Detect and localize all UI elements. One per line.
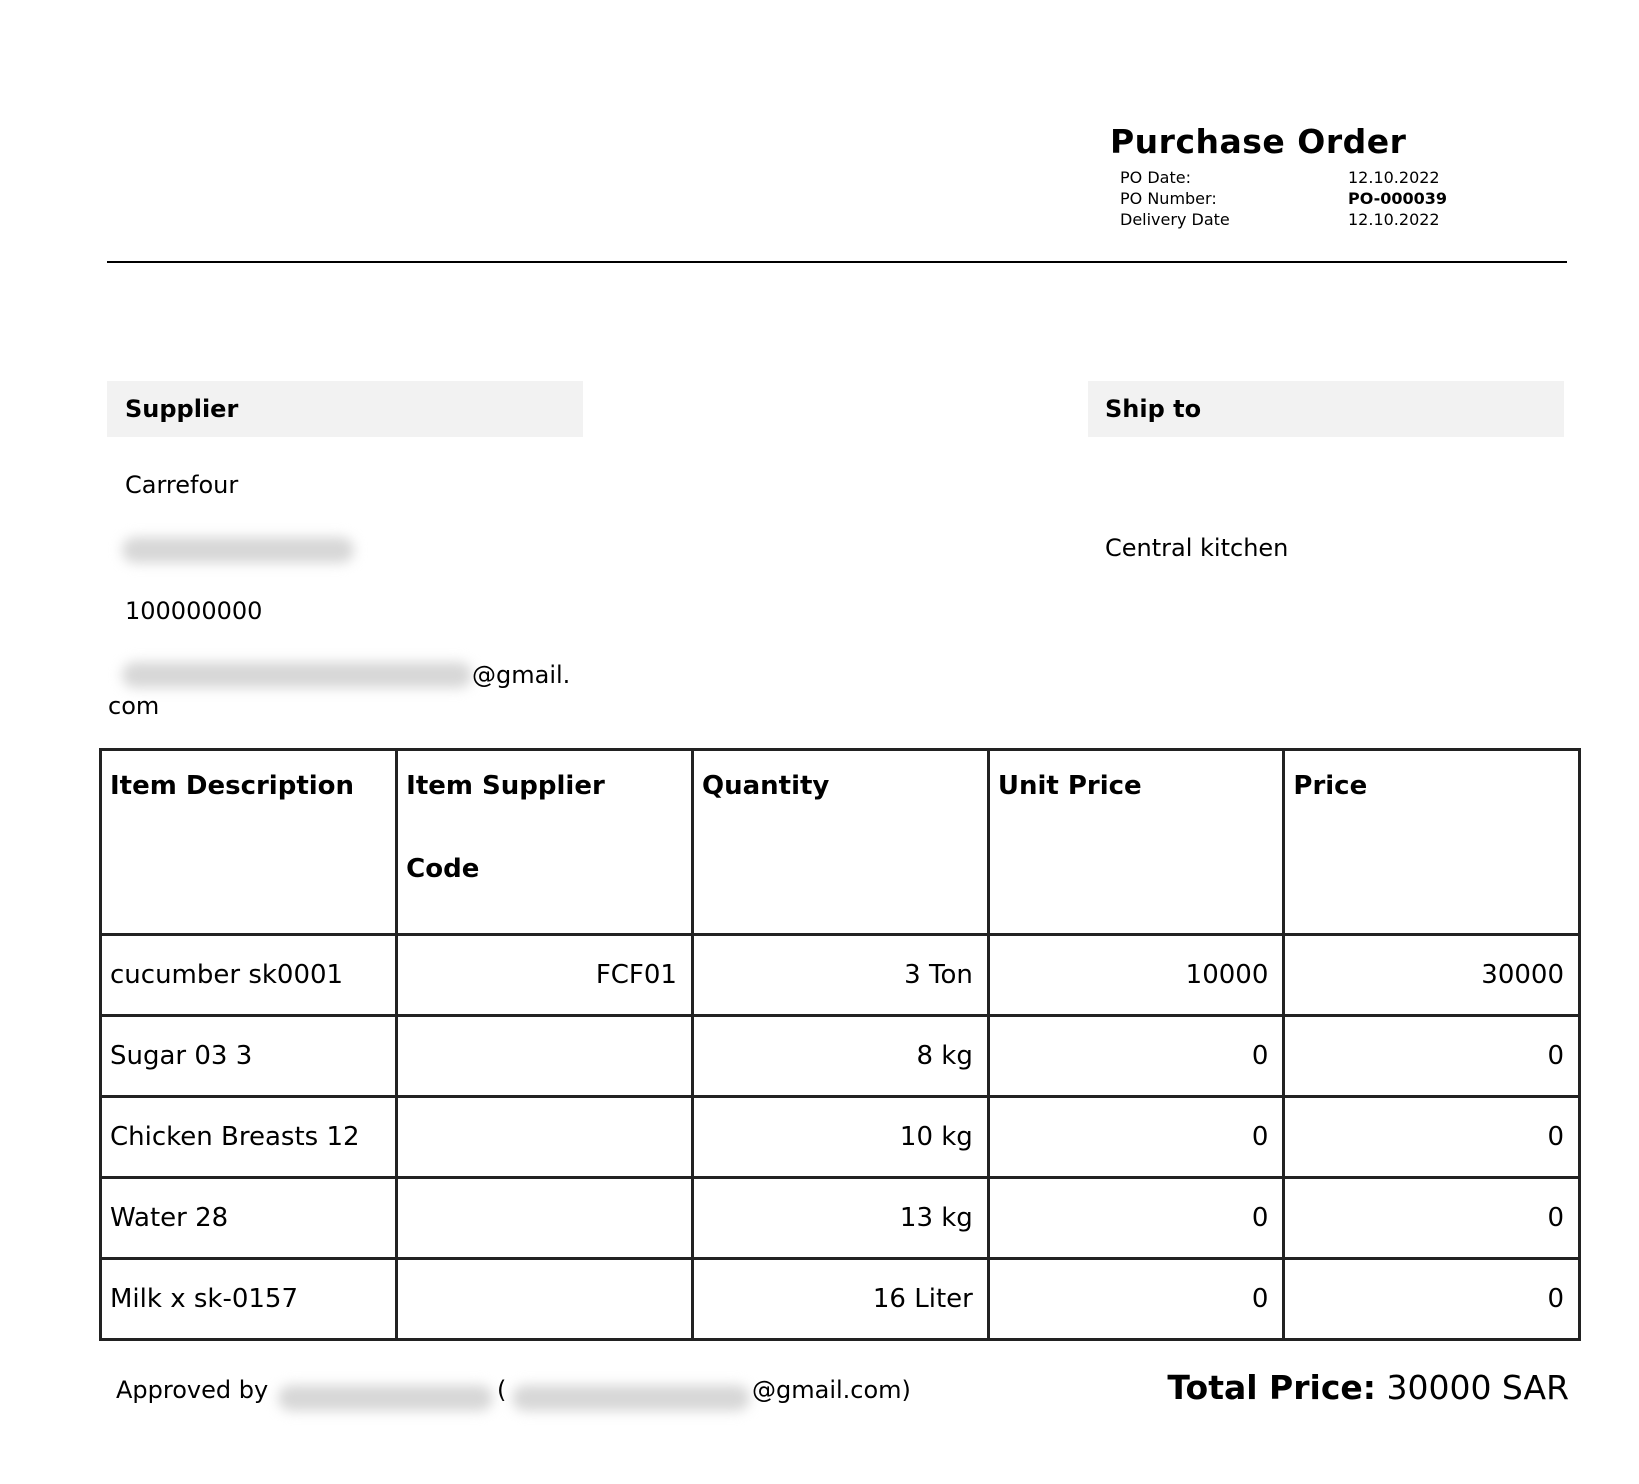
col-item-supplier-code: [397, 750, 693, 935]
cell-code: [397, 1178, 693, 1259]
cell-price: 0: [1284, 1016, 1580, 1097]
supplier-email-suffix: @gmail.: [472, 661, 571, 689]
po-number-value: PO-000039: [1348, 189, 1448, 208]
cell-description: cucumber sk0001: [101, 935, 397, 1016]
cell-code: [397, 1097, 693, 1178]
cell-quantity: 13 kg: [692, 1178, 988, 1259]
cell-quantity: 16 Liter: [692, 1259, 988, 1340]
po-date-value: 12.10.2022: [1348, 168, 1440, 187]
col-item-supplier-code-line1: Item Supplier: [406, 771, 605, 801]
supplier-name: Carrefour: [125, 471, 239, 499]
cell-description: Water 28: [101, 1178, 397, 1259]
cell-unit-price: 0: [988, 1178, 1284, 1259]
supplier-heading: Supplier: [125, 395, 239, 423]
cell-description: Chicken Breasts 12: [101, 1097, 397, 1178]
ship-to-header: [1088, 381, 1564, 437]
cell-unit-price: 0: [988, 1016, 1284, 1097]
approved-by: [116, 1376, 268, 1404]
col-item-supplier-code-line2: Code: [406, 854, 480, 884]
redacted-approver-name: [278, 1385, 493, 1411]
po-date-label: PO Date:: [1120, 168, 1191, 187]
page-title: Purchase Order: [1110, 122, 1407, 161]
header-divider: [107, 261, 1567, 263]
cell-code: FCF01: [397, 935, 693, 1016]
delivery-date-value: 12.10.2022: [1348, 210, 1440, 229]
table-row: [101, 1259, 1580, 1340]
cell-quantity: 3 Ton: [692, 935, 988, 1016]
table-row: [101, 935, 1580, 1016]
approver-email-suffix: @gmail.com): [752, 1376, 911, 1404]
cell-quantity: 10 kg: [692, 1097, 988, 1178]
redacted-address: [122, 537, 354, 563]
redacted-email: [122, 662, 472, 688]
delivery-date-label: Delivery Date: [1120, 210, 1230, 229]
table-row: [101, 1097, 1580, 1178]
cell-description: Milk x sk-0157: [101, 1259, 397, 1340]
cell-unit-price: 0: [988, 1259, 1284, 1340]
col-item-description: Item Description: [101, 750, 397, 935]
cell-code: [397, 1259, 693, 1340]
col-quantity: Quantity: [692, 750, 988, 935]
total-price-value: 30000 SAR: [1386, 1368, 1569, 1407]
supplier-phone: 100000000: [125, 597, 263, 625]
cell-unit-price: 10000: [988, 935, 1284, 1016]
cell-unit-price: 0: [988, 1097, 1284, 1178]
cell-price: 0: [1284, 1259, 1580, 1340]
ship-to-location: Central kitchen: [1105, 534, 1289, 562]
cell-price: 0: [1284, 1097, 1580, 1178]
table-row: [101, 1016, 1580, 1097]
col-price: Price: [1284, 750, 1580, 935]
total-price: [1167, 1368, 1569, 1407]
ship-to-heading: Ship to: [1105, 395, 1202, 423]
redacted-approver-email: [512, 1385, 750, 1411]
approved-by-label: Approved by: [116, 1376, 269, 1404]
total-price-label: Total Price:: [1167, 1368, 1376, 1407]
supplier-email-tail: com: [108, 692, 160, 720]
cell-code: [397, 1016, 693, 1097]
cell-quantity: 8 kg: [692, 1016, 988, 1097]
cell-price: 30000: [1284, 935, 1580, 1016]
cell-description: Sugar 03 3: [101, 1016, 397, 1097]
supplier-header: [107, 381, 583, 437]
table-header-row: [101, 750, 1580, 935]
table-row: [101, 1178, 1580, 1259]
col-unit-price: Unit Price: [988, 750, 1284, 935]
items-table: [99, 748, 1581, 1341]
cell-price: 0: [1284, 1178, 1580, 1259]
po-number-label: PO Number:: [1120, 189, 1217, 208]
approver-open-paren: (: [497, 1376, 507, 1404]
